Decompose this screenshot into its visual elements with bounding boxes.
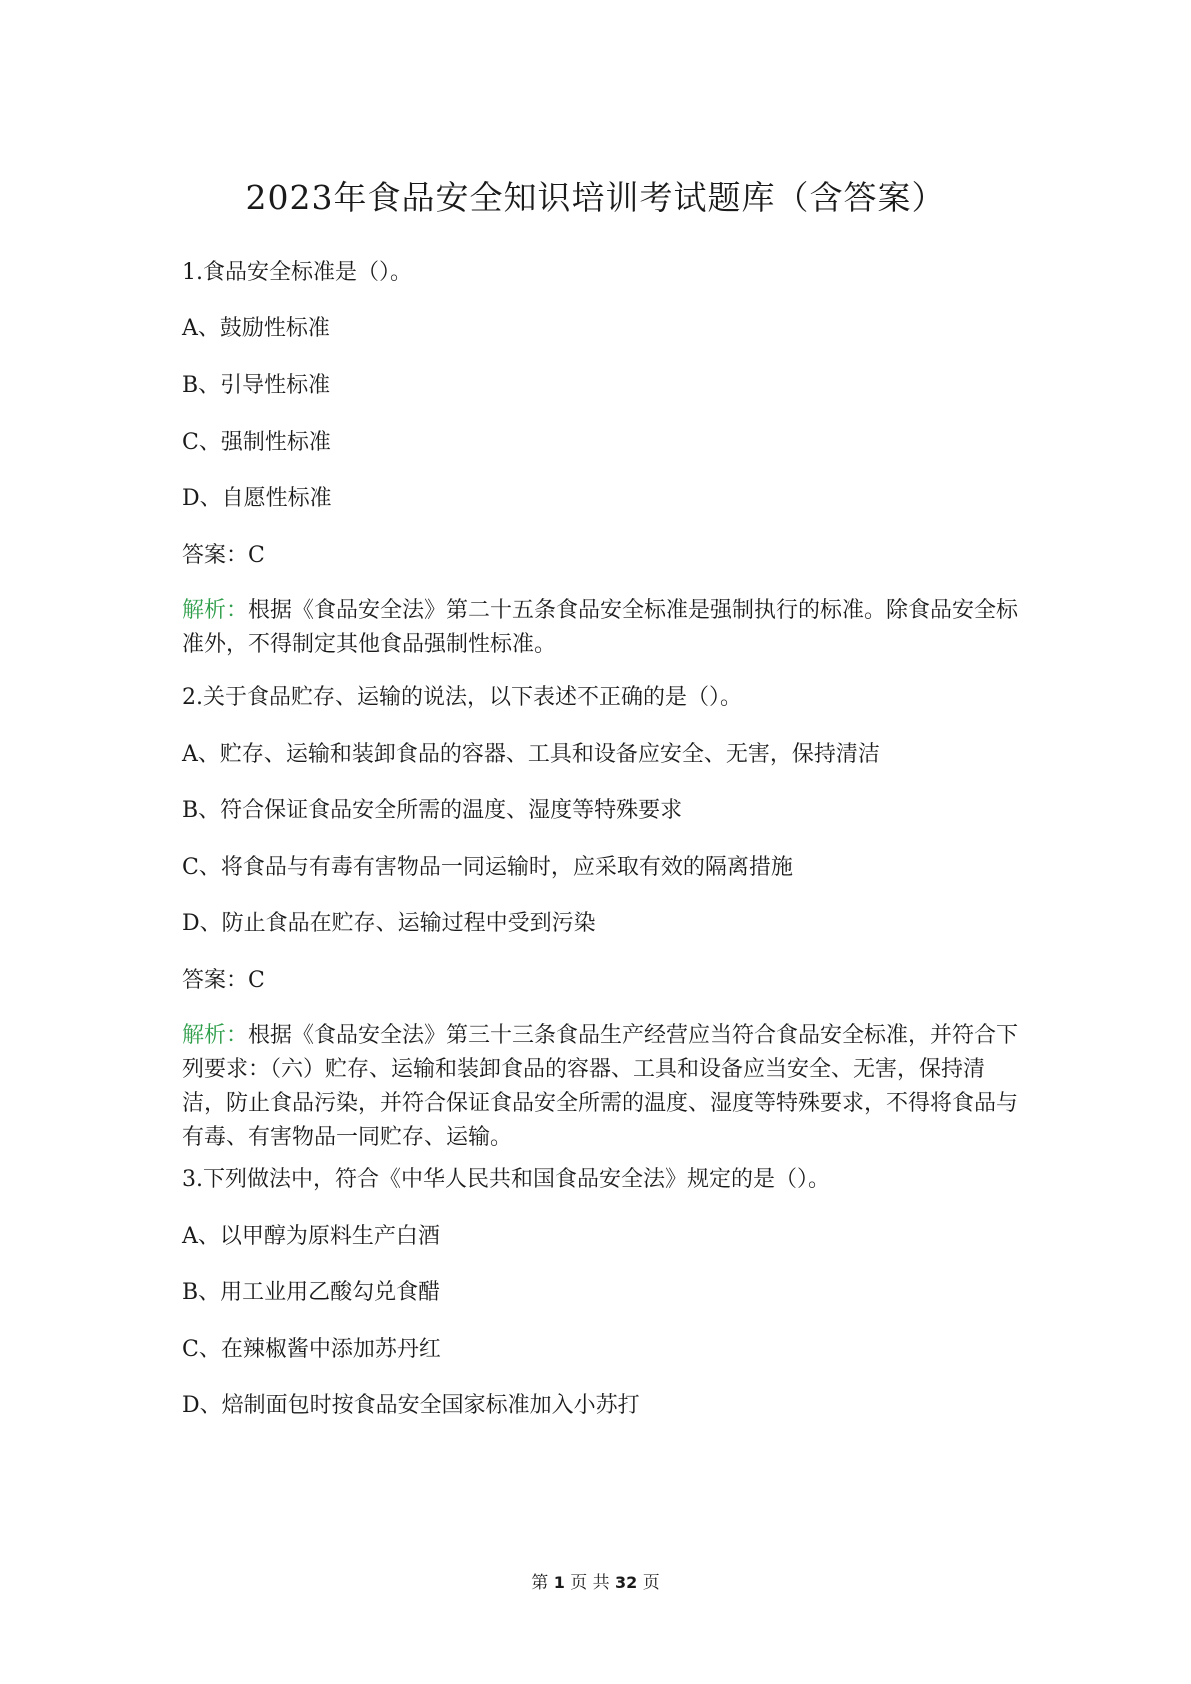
question-2-stem: 2.关于食品贮存、运输的说法，以下表述不正确的是（）。 [182,685,742,710]
question-3-stem: 3.下列做法中，符合《中华人民共和国食品安全法》规定的是（）。 [182,1167,830,1192]
question-1-answer: 答案：C [182,543,265,568]
question-2-answer: 答案：C [182,968,265,993]
question-2-analysis [182,1019,1022,1155]
document-title: 2023年食品安全知识培训考试题库（含答案） [245,178,946,217]
question-1-option-c: C、强制性标准 [182,430,331,455]
question-2-option-c: C、将食品与有毒有害物品一同运输时，应采取有效的隔离措施 [182,855,793,880]
question-3-option-c: C、在辣椒酱中添加苏丹红 [182,1337,441,1362]
total-page-count: 32 [615,1573,638,1592]
question-2-option-d: D、防止食品在贮存、运输过程中受到污染 [182,911,596,936]
question-1-option-a: A、鼓励性标准 [182,316,330,341]
analysis-label: 解析： [182,1023,249,1048]
question-1-option-d: D、自愿性标准 [182,486,332,511]
current-page-number: 1 [553,1573,565,1592]
question-3-option-d: D、焙制面包时按食品安全国家标准加入小苏打 [182,1393,640,1418]
question-2-option-b: B、符合保证食品安全所需的温度、湿度等特殊要求 [182,798,683,823]
footer-prefix: 第 [531,1573,549,1593]
question-3-option-a: A、以甲醇为原料生产白酒 [182,1224,440,1249]
page-footer [0,1572,1191,1594]
footer-suffix: 页 [642,1573,660,1593]
analysis-text: 根据《食品安全法》第三十三条食品生产经营应当符合食品安全标准，并符合下列要求：（六）贮存、运输和装卸食品的容器、工具和设备应当安全、无害，保持清洁，防止食品污染，并符合保证食品安全所需的温度、湿度等特殊要求，不得将食品与有毒、有害物品一同贮存、运输。 [182,1023,1019,1150]
footer-middle: 页 共 [570,1573,610,1593]
analysis-label: 解析： [182,598,249,623]
question-1-option-b: B、引导性标准 [182,373,331,398]
question-1-analysis [182,594,1022,662]
question-1-stem: 1.食品安全标准是（）。 [182,260,412,285]
question-2-option-a: A、贮存、运输和装卸食品的容器、工具和设备应安全、无害，保持清洁 [182,742,880,767]
analysis-text: 根据《食品安全法》第二十五条食品安全标准是强制执行的标准。除食品安全标准外，不得制定其他食品强制性标准。 [182,598,1019,657]
question-3-option-b: B、用工业用乙酸勾兑食醋 [182,1280,441,1305]
